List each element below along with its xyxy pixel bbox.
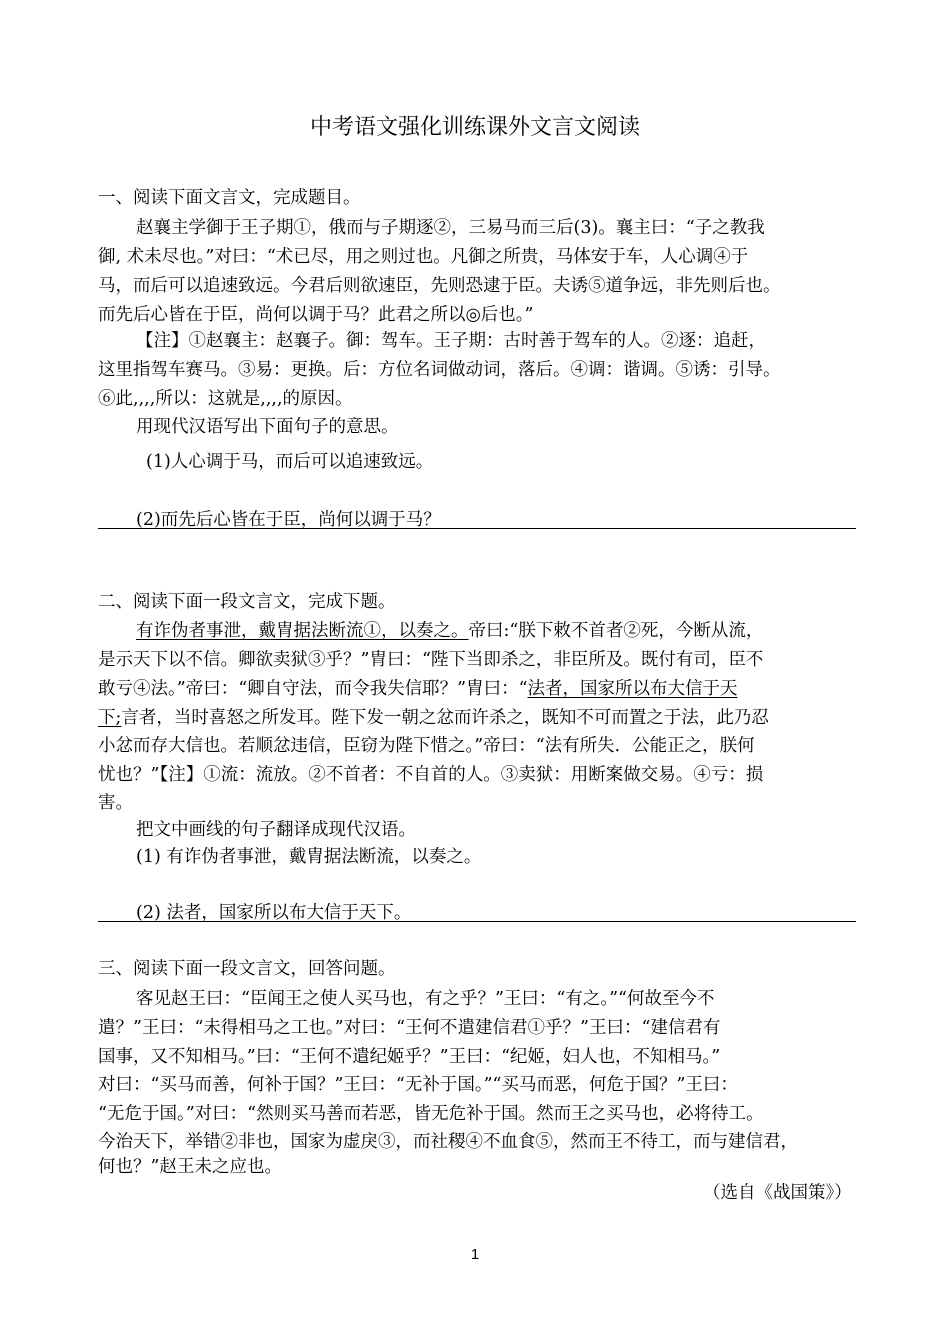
passage-1-line: 御, 术未尽也。”对曰：“术已尽，用之则过也。凡御之所贵，马体安于车，人心调④于 xyxy=(98,247,749,267)
passage-3-line: 客见赵王曰：“臣闻王之使人买马也，有之乎？”王曰：“有之。”“何故至今不 xyxy=(136,989,715,1009)
question-1-1: (1)人心调于马，而后可以追速致远。 xyxy=(146,452,434,472)
passage-3-line: 今治天下，举错②非也，国家为虚戾③，而社稷④不血食⑤，然而王不待工，而与建信君， xyxy=(98,1132,798,1152)
passage-3-line: 对曰：“买马而善，何补于国？”王曰：“无补于国。”“买马而恶，何危于国？”王曰： xyxy=(98,1075,738,1095)
question-2-2: (2) 法者，国家所以布大信于天下。 xyxy=(136,903,412,923)
passage-1-line: 马，而后可以追速致远。今君后则欲速臣，先则恐逮于臣。夫诱⑤道争远，非先则后也。 xyxy=(98,276,781,296)
passage-3-line: “无危于国。”对曰：“然则买马善而若恶，皆无危补于国。然而王之买马也，必将待工。 xyxy=(98,1104,764,1124)
passage-3-line: 国事，又不知相马。”曰：“王何不遣纪姬乎？”王曰：“纪姬，妇人也，不知相马。” xyxy=(98,1047,721,1067)
passage-2-line: 是示天下以不信。卿欲卖狱③乎？”胄曰：“陛下当即杀之，非臣所及。既付有司，臣不 xyxy=(98,650,764,670)
notes-1-line: ⑥此,,,,所以：这就是,,,,的原因。 xyxy=(98,389,353,409)
passage-1-line: 而先后心皆在于臣，尚何以调于马？此君之所以◎后也。” xyxy=(98,305,534,325)
passage-2-line xyxy=(136,616,763,646)
section-2-heading: 二、阅读下面一段文言文，完成下题。 xyxy=(98,592,396,612)
passage-1-line: 赵襄主学御于王子期①，俄而与子期逐②，三易马而三后(3)。襄主曰：“子之教我 xyxy=(136,218,765,238)
answer-line xyxy=(98,921,856,922)
page-number: 1 xyxy=(470,1246,480,1263)
underlined-sentence-2-end: 下; xyxy=(98,708,122,728)
notes-1-line: 【注】①赵襄主：赵襄子。御：驾车。王子期：古时善于驾车的人。②逐：追赶， xyxy=(136,331,766,351)
section-1-heading: 一、阅读下面文言文，完成题目。 xyxy=(98,188,361,208)
section-3-heading: 三、阅读下面一段文言文，回答问题。 xyxy=(98,959,396,979)
notes-1-line: 这里指驾车赛马。③易：更换。后：方位名词做动词，落后。④调：谐调。⑤诱：引导。 xyxy=(98,360,781,380)
passage-2-text: 帝曰:“朕下敕不首者②死，今断从流， xyxy=(468,621,764,641)
source-citation: （选自《战国策》） xyxy=(703,1183,852,1203)
underlined-sentence-2: 法者，国家所以布大信于天 xyxy=(527,679,738,699)
passage-2-line: 小忿而存大信也。若顺忿违信，臣窃为陛下惜之。”帝曰：“法有所失．公能正之，朕何 xyxy=(98,736,755,756)
instruction-2: 把文中画线的句子翻译成现代汉语。 xyxy=(136,820,416,840)
passage-2-line: 害。 xyxy=(98,793,133,813)
underlined-sentence-1: 有诈伪者事泄，戴胄据法断流①，以奏之。 xyxy=(136,621,469,641)
passage-2-text: 敢亏④法。”帝曰：“卿自守法，而令我失信耶？”胄曰：“ xyxy=(98,679,528,699)
question-2-1: (1) 有诈伪者事泄，戴胄据法断流，以奏之。 xyxy=(136,847,482,867)
passage-2-line xyxy=(98,674,738,704)
page-title: 中考语文强化训练课外文言文阅读 xyxy=(309,115,640,140)
question-1-2: (2)而先后心皆在于臣，尚何以调于马？ xyxy=(136,510,441,530)
passage-3-line: 何也？”赵王未之应也。 xyxy=(98,1157,282,1177)
passage-2-text: 言者，当时喜怒之所发耳。陛下发一朝之忿而许杀之，既知不可而置之于法，此乃忍 xyxy=(121,708,769,728)
passage-2-line xyxy=(98,703,769,733)
answer-line xyxy=(98,528,856,529)
passage-3-line: 遣？”王曰：“未得相马之工也。”对曰：“王何不遣建信君①乎？”王曰：“建信君有 xyxy=(98,1018,721,1038)
instruction-1: 用现代汉语写出下面句子的意思。 xyxy=(136,417,399,437)
passage-2-line: 忧也？”【注】①流：流放。②不首者：不自首的人。③卖狱：用断案做交易。④亏：损 xyxy=(98,765,764,785)
